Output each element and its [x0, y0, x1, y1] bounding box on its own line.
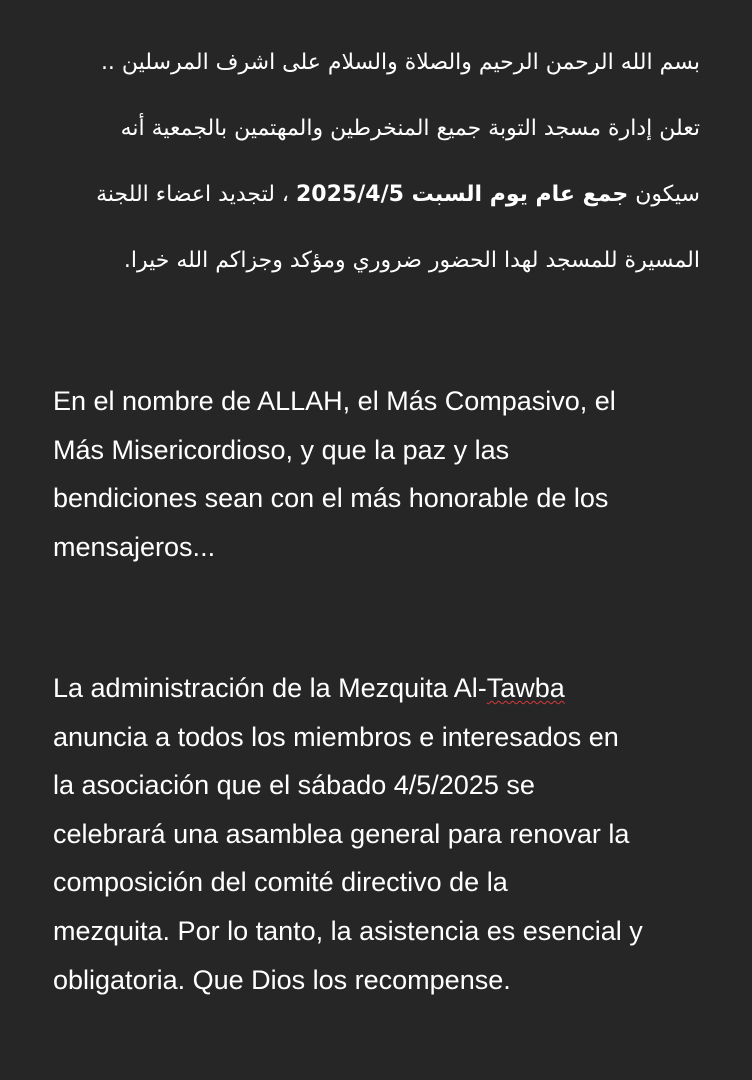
arabic-announcement [40, 38, 700, 302]
spanish-announcement-line: mezquita. Por lo tanto, la asistencia es esencial y [53, 915, 643, 946]
arabic-meeting-date: جمع عام يوم السبت 2025/4/5 [296, 182, 629, 207]
arabic-line-3-pre: سيكون [628, 182, 700, 207]
spanish-greeting-line: bendiciones sean con el más honorable de los [53, 483, 609, 514]
spanish-announcement-line-1 [53, 664, 723, 713]
arabic-line-3-post: ، لتجديد اعضاء اللجنة [96, 182, 296, 207]
arabic-line-4: المسيرة للمسجد لهدا الحضور ضروري ومؤكد وجزاكم الله خيرا. [123, 248, 700, 273]
spanish-announcement-line: obligatoria. Que Dios los recompense. [53, 964, 511, 995]
spanish-line-1-text: La administración de la Mezquita Al- [53, 673, 487, 703]
spanish-announcement-paragraph [53, 664, 723, 1004]
spanish-announcement-line: celebrará una asamblea general para renovar la [53, 818, 630, 849]
spanish-announcement-line: la asociación que el sábado 4/5/2025 se [53, 770, 535, 801]
spanish-greeting-line: Más Misericordioso, y que la paz y las [53, 434, 510, 465]
spanish-announcement-line: anuncia a todos los miembros e interesados en [53, 721, 619, 752]
spanish-greeting-line: En el nombre de ALLAH, el Más Compasivo, el [53, 386, 616, 416]
arabic-line-2: تعلن إدارة مسجد التوبة جميع المنخرطين والمهتمين بالجمعية أنه [120, 116, 700, 141]
arabic-line-1: بسم الله الرحمن الرحيم والصلاة والسلام على اشرف المرسلين .. [100, 50, 700, 75]
spanish-announcement-line: composición del comité directivo de la [53, 867, 508, 898]
spanish-greeting-paragraph [53, 377, 723, 571]
spanish-greeting-line: mensajeros... [53, 531, 216, 562]
spellcheck-flagged-word[interactable]: Tawba [486, 673, 565, 703]
arabic-line-3 [40, 170, 700, 236]
